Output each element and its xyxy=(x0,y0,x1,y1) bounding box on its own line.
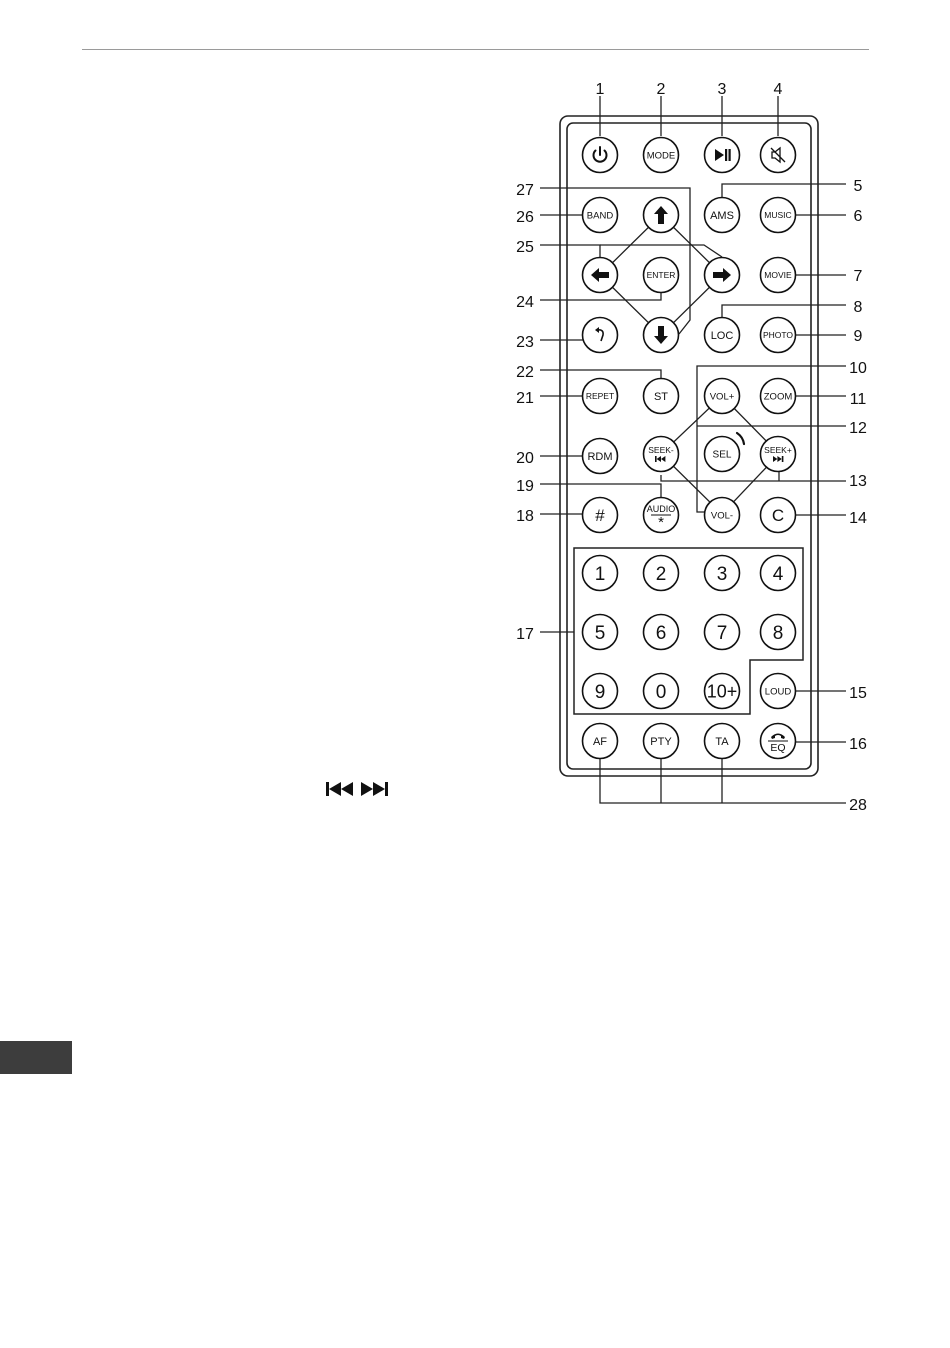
num-10plus-button[interactable] xyxy=(705,674,740,709)
num-8-label: 8 xyxy=(772,622,784,644)
band-button[interactable] xyxy=(583,198,618,233)
ta-label: TA xyxy=(715,735,729,748)
callout-23: 23 xyxy=(516,334,534,351)
music-label: MUSIC xyxy=(764,210,792,221)
repet-label: REPET xyxy=(585,391,615,402)
audio-label: AUDIO xyxy=(646,504,676,514)
back-button[interactable] xyxy=(583,318,618,353)
power-button[interactable] xyxy=(583,138,618,173)
loud-button[interactable] xyxy=(761,674,796,709)
mode-button[interactable] xyxy=(644,138,679,173)
hash-button[interactable] xyxy=(583,498,618,533)
down-button[interactable] xyxy=(644,318,679,353)
af-label: AF xyxy=(592,735,608,748)
loc-button[interactable] xyxy=(705,318,740,353)
num-2-button[interactable] xyxy=(644,556,679,591)
buttons-layer xyxy=(583,138,796,759)
num-0-button[interactable] xyxy=(644,674,679,709)
movie-button[interactable] xyxy=(761,258,796,293)
num-8-button[interactable] xyxy=(761,615,796,650)
callout-27: 27 xyxy=(516,182,534,199)
repet-button[interactable] xyxy=(583,379,618,414)
movie-label: MOVIE xyxy=(764,270,792,281)
af-button[interactable] xyxy=(583,724,618,759)
seek-back-button[interactable] xyxy=(644,437,679,472)
callout-9: 9 xyxy=(853,328,863,345)
callout-8: 8 xyxy=(853,299,863,316)
zoom-button[interactable] xyxy=(761,379,796,414)
callout-11: 11 xyxy=(849,391,867,408)
loud-label: LOUD xyxy=(764,686,792,698)
callout-25: 25 xyxy=(516,239,534,256)
callout-16: 16 xyxy=(849,736,867,753)
rdm-button[interactable] xyxy=(583,439,618,474)
ams-button[interactable] xyxy=(705,198,740,233)
seek-back-label: SEEK- xyxy=(648,445,674,455)
ta-button[interactable] xyxy=(705,724,740,759)
num-6-button[interactable] xyxy=(644,615,679,650)
seek-fwd-label: SEEK+ xyxy=(764,445,792,455)
callout-26: 26 xyxy=(516,209,534,226)
callout-21: 21 xyxy=(516,390,534,407)
num-9-label: 9 xyxy=(594,681,606,703)
st-button[interactable] xyxy=(644,379,679,414)
photo-label: PHOTO xyxy=(762,330,794,341)
callout-10: 10 xyxy=(849,360,867,377)
callout-28: 28 xyxy=(849,797,867,814)
vol-down-button[interactable] xyxy=(705,498,740,533)
callouts-layer xyxy=(516,81,867,814)
hash-label: # xyxy=(595,506,605,526)
phone-icon xyxy=(737,433,744,444)
zoom-label: ZOOM xyxy=(763,391,793,403)
loc-label: LOC xyxy=(710,329,734,342)
audio-button[interactable] xyxy=(644,498,679,533)
audio-sub-label: * xyxy=(658,514,664,531)
sel-label: SEL xyxy=(712,449,732,461)
num-3-button[interactable] xyxy=(705,556,740,591)
callout-12: 12 xyxy=(849,420,867,437)
callout-20: 20 xyxy=(516,450,534,467)
enter-label: ENTER xyxy=(646,270,676,281)
callout-19: 19 xyxy=(516,478,534,495)
num-6-label: 6 xyxy=(655,622,667,644)
num-2-label: 2 xyxy=(655,563,667,585)
callout-14: 14 xyxy=(849,510,867,527)
ams-label: AMS xyxy=(710,209,734,222)
eq-label: EQ xyxy=(770,742,786,754)
music-button[interactable] xyxy=(761,198,796,233)
num-1-button[interactable] xyxy=(583,556,618,591)
vol-up-button[interactable] xyxy=(705,379,740,414)
callout-17: 17 xyxy=(516,626,534,643)
callout-13: 13 xyxy=(849,473,867,490)
st-label: ST xyxy=(653,390,669,403)
num-4-button[interactable] xyxy=(761,556,796,591)
clear-button[interactable] xyxy=(761,498,796,533)
eq-button[interactable] xyxy=(761,724,796,759)
pty-label: PTY xyxy=(650,735,672,748)
up-button[interactable] xyxy=(644,198,679,233)
mute-button[interactable] xyxy=(761,138,796,173)
sel-button[interactable] xyxy=(705,433,745,472)
seek-fwd-button[interactable] xyxy=(761,437,796,472)
right-button[interactable] xyxy=(705,258,740,293)
clear-label: C xyxy=(771,506,785,526)
callout-15: 15 xyxy=(849,685,867,702)
callout-18: 18 xyxy=(516,508,534,525)
callout-7: 7 xyxy=(853,268,863,285)
band-label: BAND xyxy=(586,210,614,222)
enter-button[interactable] xyxy=(644,258,679,293)
callout-22: 22 xyxy=(516,364,534,381)
num-7-label: 7 xyxy=(716,622,728,644)
num-5-label: 5 xyxy=(594,622,606,644)
callout-2: 2 xyxy=(656,81,666,98)
num-4-label: 4 xyxy=(772,563,784,585)
num-1-label: 1 xyxy=(594,563,606,585)
left-button[interactable] xyxy=(583,258,618,293)
num-7-button[interactable] xyxy=(705,615,740,650)
callout-1: 1 xyxy=(595,81,605,98)
rdm-label: RDM xyxy=(587,450,613,463)
num-9-button[interactable] xyxy=(583,674,618,709)
callout-4: 4 xyxy=(773,81,783,98)
callout-24: 24 xyxy=(516,294,534,311)
pty-button[interactable] xyxy=(644,724,679,759)
num-0-label: 0 xyxy=(655,681,667,703)
play-pause-button[interactable] xyxy=(705,138,740,173)
vol-down-label: VOL- xyxy=(710,510,734,522)
callout-5: 5 xyxy=(853,178,863,195)
num-5-button[interactable] xyxy=(583,615,618,650)
mode-label: MODE xyxy=(646,150,676,162)
photo-button[interactable] xyxy=(761,318,796,353)
callout-6: 6 xyxy=(853,208,863,225)
callout-3: 3 xyxy=(717,81,727,98)
num-10plus-label: 10+ xyxy=(706,681,738,702)
num-3-label: 3 xyxy=(716,563,728,585)
vol-up-label: VOL+ xyxy=(709,391,735,403)
